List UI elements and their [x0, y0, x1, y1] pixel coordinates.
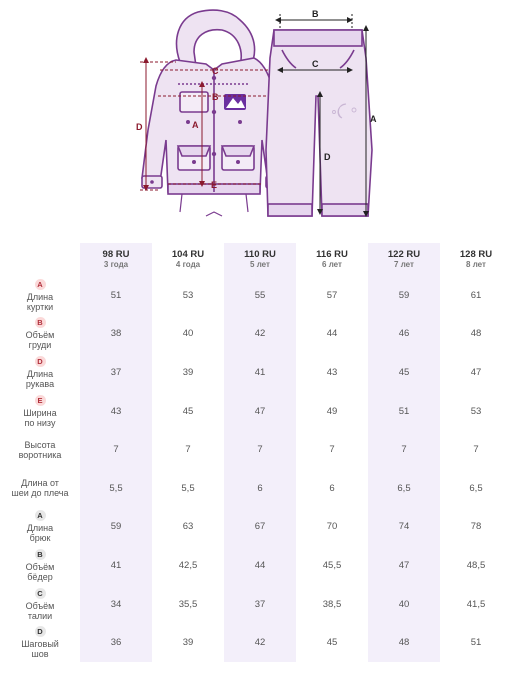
row-label-line2: шеи до плеча — [11, 488, 69, 499]
table-cell: 59 — [398, 289, 410, 301]
row-label-line2: талии — [27, 610, 53, 621]
measure-badge: B — [35, 549, 46, 560]
table-cell: 41 — [254, 366, 266, 378]
table-cell: 37 — [254, 598, 266, 610]
size-table-body — [0, 276, 512, 662]
pants-label-b: B — [312, 9, 319, 19]
jacket-label-a: A — [192, 120, 199, 130]
table-cell: 53 — [182, 289, 194, 301]
size-ru-label: 128 RU — [459, 249, 493, 260]
row-label-line2: воротника — [18, 449, 62, 460]
table-cell: 38 — [110, 328, 122, 340]
table-cell: 34 — [110, 598, 122, 610]
table-cell: 35,5 — [178, 598, 198, 610]
table-cell: 42,5 — [178, 559, 198, 571]
table-cell: 44 — [326, 328, 338, 340]
jacket-label-e: E — [211, 180, 218, 190]
table-cell: 7 — [473, 444, 479, 456]
row-label-line2: брюк — [29, 533, 51, 544]
pants-label-c: C — [312, 59, 319, 69]
row-label-line1: Высота — [24, 439, 56, 450]
row-label-line2: куртки — [26, 301, 54, 312]
table-cell: 6 — [257, 482, 263, 494]
size-age-label: 6 лет — [322, 260, 342, 269]
table-cell: 6 — [329, 482, 335, 494]
size-age-label: 7 лет — [394, 260, 414, 269]
size-header-3 — [296, 243, 368, 276]
jacket-label-d: D — [136, 122, 143, 132]
measure-badge: D — [35, 626, 46, 637]
header-spacer — [0, 243, 80, 276]
jacket-label-b: B — [212, 92, 219, 102]
table-cell: 41,5 — [466, 598, 486, 610]
pants-label-d: D — [324, 152, 331, 162]
table-cell: 55 — [254, 289, 266, 301]
table-cell: 42 — [254, 637, 266, 649]
row-label-line1: Шаговый — [21, 639, 59, 650]
size-header-5 — [440, 243, 512, 276]
row-label — [0, 276, 80, 315]
table-cell: 45 — [182, 405, 194, 417]
pants-drawing — [266, 30, 372, 216]
table-row — [0, 585, 512, 624]
measure-badge: D — [35, 356, 46, 367]
table-cell: 45 — [398, 366, 410, 378]
measure-badge: A — [35, 279, 46, 290]
size-age-label: 5 лет — [250, 260, 270, 269]
row-label-line2: рукава — [25, 378, 55, 389]
size-header-2 — [224, 243, 296, 276]
table-cell: 45 — [326, 637, 338, 649]
row-label — [0, 623, 80, 662]
table-cell: 47 — [398, 559, 410, 571]
size-header-4 — [368, 243, 440, 276]
row-label-line1: Длина — [26, 368, 54, 379]
table-row — [0, 546, 512, 585]
row-label-line2: шов — [31, 649, 49, 660]
pants-shape — [266, 30, 372, 216]
table-cell: 36 — [110, 637, 122, 649]
table-cell: 7 — [401, 444, 407, 456]
row-label — [0, 315, 80, 354]
measure-badge: E — [35, 395, 46, 406]
table-cell: 78 — [470, 521, 482, 533]
table-row — [0, 392, 512, 431]
size-chart-table — [0, 243, 512, 662]
size-header-1 — [152, 243, 224, 276]
table-cell: 7 — [257, 444, 263, 456]
table-row — [0, 315, 512, 354]
row-label-line1: Объём — [25, 561, 55, 572]
table-cell: 40 — [398, 598, 410, 610]
measure-badge: B — [35, 317, 46, 328]
table-cell: 40 — [182, 328, 194, 340]
jacket-drawing — [142, 10, 286, 194]
measure-badge: C — [35, 588, 46, 599]
garment-diagram — [0, 0, 512, 238]
row-label-line1: Ширина — [23, 407, 57, 418]
row-label — [0, 585, 80, 624]
size-age-label: 4 года — [175, 260, 201, 269]
size-ru-label: 104 RU — [171, 249, 205, 260]
row-label — [0, 469, 80, 508]
table-cell: 74 — [398, 521, 410, 533]
table-row — [0, 276, 512, 315]
size-ru-label: 122 RU — [387, 249, 421, 260]
row-label-line2: бёдер — [27, 571, 53, 582]
row-label — [0, 508, 80, 547]
jacket-label-c: C — [212, 66, 219, 76]
row-label-line1: Длина — [26, 291, 54, 302]
row-label — [0, 392, 80, 431]
row-label — [0, 546, 80, 585]
table-row — [0, 508, 512, 547]
table-row — [0, 623, 512, 662]
size-age-label: 3 года — [103, 260, 129, 269]
table-cell: 6,5 — [397, 482, 411, 494]
table-cell: 57 — [326, 289, 338, 301]
table-cell: 39 — [182, 366, 194, 378]
table-cell: 39 — [182, 637, 194, 649]
row-label-line1: Объём — [25, 330, 55, 341]
row-label-line1: Длина — [26, 523, 54, 534]
table-cell: 7 — [329, 444, 335, 456]
table-cell: 45,5 — [322, 559, 342, 571]
row-label-line1: Длина от — [21, 478, 59, 489]
table-row — [0, 353, 512, 392]
row-label-line2: груди — [28, 340, 52, 351]
row-label — [0, 430, 80, 469]
table-cell: 53 — [470, 405, 482, 417]
table-cell: 41 — [110, 559, 122, 571]
table-cell: 49 — [326, 405, 338, 417]
size-header-row — [0, 243, 512, 276]
row-label-line2: по низу — [24, 417, 56, 428]
table-cell: 59 — [110, 521, 122, 533]
table-cell: 47 — [470, 366, 482, 378]
table-row — [0, 430, 512, 469]
table-cell: 7 — [113, 444, 119, 456]
size-ru-label: 110 RU — [244, 249, 276, 260]
table-cell: 7 — [185, 444, 191, 456]
table-cell: 48 — [398, 637, 410, 649]
table-cell: 44 — [254, 559, 266, 571]
size-ru-label: 116 RU — [316, 249, 348, 260]
row-label-line1: Объём — [25, 600, 55, 611]
table-cell: 5,5 — [181, 482, 195, 494]
table-cell: 70 — [326, 521, 338, 533]
table-cell: 42 — [254, 328, 266, 340]
table-cell: 46 — [398, 328, 410, 340]
table-cell: 38,5 — [322, 598, 342, 610]
table-cell: 5,5 — [109, 482, 123, 494]
table-cell: 47 — [254, 405, 266, 417]
table-cell: 51 — [470, 637, 482, 649]
pants-waistband — [274, 30, 362, 46]
table-cell: 43 — [110, 405, 122, 417]
size-age-label: 8 лет — [466, 260, 486, 269]
table-cell: 48 — [470, 328, 482, 340]
table-cell: 43 — [326, 366, 338, 378]
table-cell: 48,5 — [466, 559, 486, 571]
table-cell: 6,5 — [469, 482, 483, 494]
table-cell: 67 — [254, 521, 266, 533]
table-cell: 51 — [398, 405, 410, 417]
size-header-0 — [80, 243, 152, 276]
measure-badge: A — [35, 510, 46, 521]
table-cell: 61 — [470, 289, 482, 301]
jacket-drawstrings — [180, 194, 248, 216]
table-cell: 63 — [182, 521, 194, 533]
size-ru-label: 98 RU — [102, 249, 130, 260]
row-label — [0, 353, 80, 392]
table-row — [0, 469, 512, 508]
table-cell: 51 — [110, 289, 122, 301]
table-cell: 37 — [110, 366, 122, 378]
pants-label-a: A — [370, 114, 377, 124]
